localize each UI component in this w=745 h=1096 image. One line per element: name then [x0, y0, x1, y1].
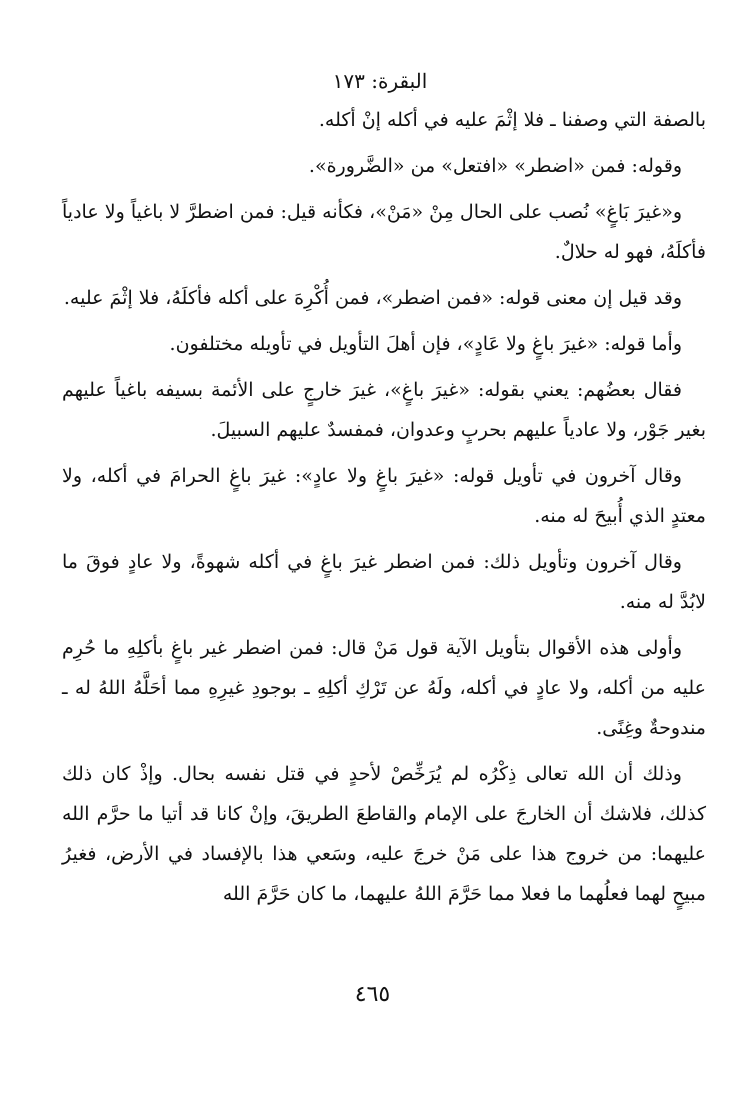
paragraph: وأما قوله: «غيرَ باغٍ ولا عَادٍ»، فإن أهلَ التأويل في تأويله مختلفون.: [169, 333, 682, 355]
paragraph: وقال آخرون في تأويل قوله: «غيرَ باغٍ ولا عادٍ»: غيرَ باغٍ الحرامَ في أكله، ولا معتدٍ الذي أُبيحَ له منه.: [62, 465, 706, 527]
paragraph: وقال آخرون وتأويل ذلك: فمن اضطر غيرَ باغٍ في أكله شهوةً، ولا عادٍ فوقَ ما لابُدَّ له منه.: [62, 551, 706, 613]
running-header: البقرة: ١٧٣: [332, 69, 428, 93]
paragraph: و«غيرَ بَاغٍ» نُصب على الحال مِنْ «مَنْ»، فكأنه قيل: فمن اضطرَّ لا باغياً ولا عادياً فأكلَهُ، فهو له حلالٌ.: [62, 201, 706, 263]
paragraph: بالصفة التي وصفنا ـ فلا إثْمَ عليه في أكله إنْ أكله.: [318, 109, 706, 131]
paragraph: فقال بعضُهم: يعني بقوله: «غيرَ باغٍ»، غيرَ خارجٍ على الأئمة بسيفه باغياً عليهم بغير جَوْر، ولا عادياً عليهم بحربٍ وعدوان، فمفسدٌ عليهم السبيلَ.: [62, 379, 706, 441]
paragraph: وقد قيل إن معنى قوله: «فمن اضطر»، فمن أُكْرِهَ على أكله فأكلَهُ، فلا إثْمَ عليه.: [63, 287, 682, 309]
paragraph: وذلك أن الله تعالى ذِكْرُه لم يُرَخِّصْ لأحدٍ في قتل نفسه بحال. وإذْ كان ذلك كذلك، فلاشك أن الخارجَ على الإمام والقاطعَ الطريقَ، وإنْ كانا قد أتيا ما حرَّم الله عليهما: من خروج هذا على مَنْ خرجَ عليه، وسَعي هذا بالإفساد في الأرض، فغيرُ مبيحٍ لهما فعلُهما ما فعلا مما حَرَّمَ اللهُ عليهما، ما كان حَرَّمَ الله: [62, 763, 706, 905]
page-number: ٤٦٥: [354, 982, 391, 1007]
paragraph: وأولى هذه الأقوال بتأويل الآية قول مَنْ قال: فمن اضطر غير باغٍ بأكلِهِ ما حُرِم عليه من أكله، ولا عادٍ في أكله، ولَهُ عن تَرْكِ أكلِهِ ـ بوجودِ غيرِهِ مما أحَلَّهُ اللهُ له ـ مندوحةٌ وغِنًى.: [62, 637, 706, 739]
paragraph: وقوله: فمن «اضطر» «افتعل» من «الضَّرورة».: [308, 155, 682, 177]
main-text-block: [62, 100, 706, 920]
